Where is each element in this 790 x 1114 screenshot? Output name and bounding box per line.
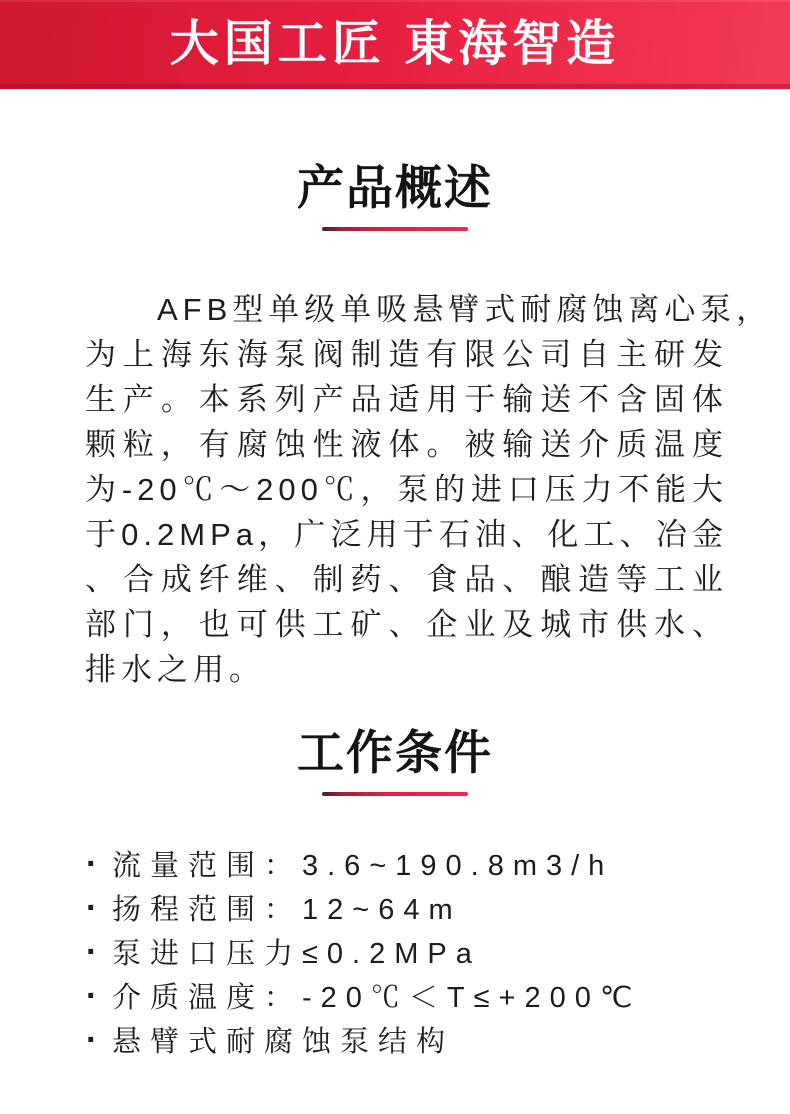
paragraph-line: 部门，也可供工矿、企业及城市供水、 (85, 606, 728, 642)
bullet-dot-icon: · (86, 932, 98, 971)
conditions-section (0, 725, 790, 1062)
bullet-dot-icon: · (86, 888, 98, 927)
paragraph-line: 排水之用。 (85, 651, 265, 687)
conditions-list (86, 842, 790, 1062)
overview-paragraph (85, 287, 773, 692)
list-item (86, 930, 790, 974)
list-item-label: 悬臂式耐腐蚀泵结构 (112, 1026, 455, 1058)
list-item-label: 介质温度：-20℃＜T≤+200℃ (112, 982, 642, 1014)
list-item (86, 842, 790, 886)
list-item-label: 扬程范围：12~64m (112, 894, 462, 926)
paragraph-line: 、合成纤维、制药、食品、酿造等工业 (85, 561, 728, 597)
bullet-dot-icon: · (86, 844, 98, 883)
paragraph-line: 为上海东海泵阀制造有限公司自主研发 (85, 336, 728, 372)
list-item-label: 泵进口压力≤0.2MPa (112, 938, 481, 970)
bullet-dot-icon: · (86, 1020, 98, 1059)
paragraph-line: 为-20℃～200℃，泵的进口压力不能大 (85, 471, 728, 507)
paragraph-line: AFB型单级单吸悬臂式耐腐蚀离心泵， (85, 291, 773, 327)
list-item (86, 886, 790, 930)
overview-section (0, 163, 790, 692)
list-item-label: 流量范围：3.6~190.8m3/h (112, 850, 614, 882)
overview-title: 产品概述 (297, 161, 493, 214)
top-banner (0, 0, 790, 89)
list-item (86, 974, 790, 1018)
list-item (86, 1018, 790, 1062)
conditions-title: 工作条件 (297, 725, 493, 779)
paragraph-line: 生产。本系列产品适用于输送不含固体 (85, 381, 728, 417)
paragraph-line: 于0.2MPa，广泛用于石油、化工、冶金 (85, 516, 728, 552)
banner-title: 大国工匠 東海智造 (169, 17, 621, 71)
conditions-title-underline (322, 792, 468, 796)
paragraph-line: 颗粒，有腐蚀性液体。被输送介质温度 (85, 426, 728, 462)
bullet-dot-icon: · (86, 976, 98, 1015)
overview-title-underline (322, 227, 468, 231)
